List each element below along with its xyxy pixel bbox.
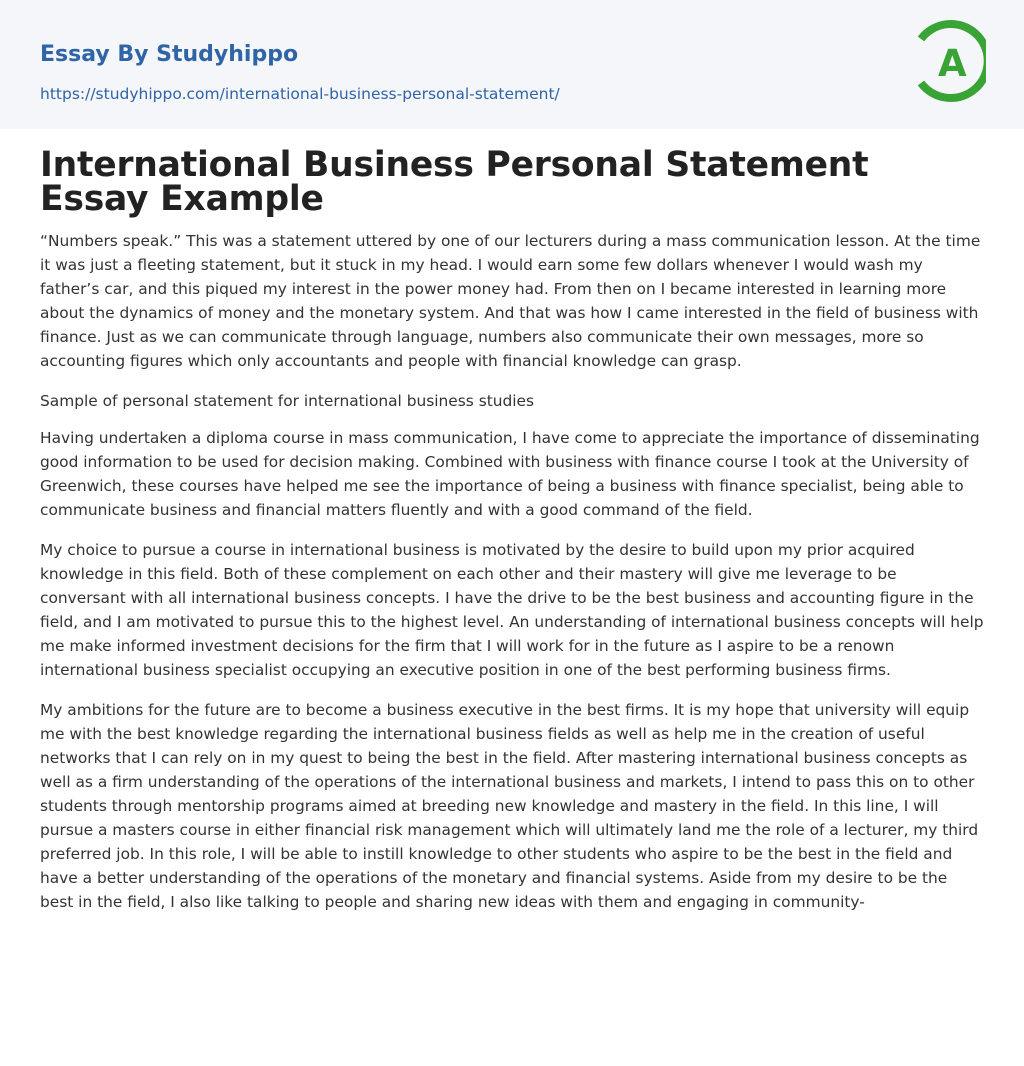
source-url-link[interactable]: https://studyhippo.com/international-business-personal-statement/ [40,85,560,103]
article-paragraph-2: Having undertaken a diploma course in mass communication, I have come to appreciate the importance of disseminating good information to be used for decision making. Combined with business with finance course I took at the University of Greenwich, these courses have helped me see the importance of being a business with finance specialist, being able to communicate business and financial matters fluently and with a good command of the field. [40,429,980,519]
article-paragraph-1: “Numbers speak.” This was a statement uttered by one of our lecturers during a mass communication lesson. At the time it was just a fleeting statement, but it stuck in my head. I would earn some few dollars whenever I would wash my father’s car, and this piqued my interest in the power money had. From then on I became interested in learning more about the dynamics of money and the monetary system. And that was how I came interested in the field of business with finance. Just as we can communicate through language, numbers also communicate their own messages, more so accounting figures which only accountants and people with financial knowledge can grasp. [40,232,981,370]
site-brand[interactable]: Essay By Studyhippo [40,42,299,67]
article-subheading: Sample of personal statement for international business studies [40,392,535,410]
svg-text:A: A [938,42,967,85]
article-paragraph-3: My choice to pursue a course in international business is motivated by the desire to build upon my prior acquired knowledge in this field. Both of these complement on each other and their mastery will give me leverage to be conversant with all international business concepts. I have the drive to be the best business and accounting figure in the field, and I am motivated to pursue this to the highest level. An understanding of international business concepts will help me make informed investment decisions for the firm that I will work for in the future as I aspire to be a renown international business specialist occupying an executive position in one of the best performing business firms. [40,541,984,679]
article-content [0,129,1024,914]
studyhippo-logo-icon[interactable] [912,19,986,105]
site-header [0,0,1024,129]
article-title: International Business Personal Statement Essay Example [40,145,869,219]
article-paragraph-4: My ambitions for the future are to become a business executive in the best firms. It is my hope that university will equip me with the best knowledge regarding the international business fields as well as help me in the creation of useful networks that I can rely on in my quest to being the best in the field. After mastering international business concepts as well as a firm understanding of the operations of the international business and markets, I intend to pass this on to other students through mentorship programs aimed at breeding new knowledge and mastery in the field. In this line, I will pursue a masters course in either financial risk management which will ultimately land me the role of a lecturer, my third preferred job. In this role, I will be able to instill knowledge to other students who aspire to be the best in the field and have a better understanding of the operations of the monetary and financial systems. Aside from my desire to be the best in the field, I also like talking to people and sharing new ideas with them and engaging in community- [40,701,979,911]
